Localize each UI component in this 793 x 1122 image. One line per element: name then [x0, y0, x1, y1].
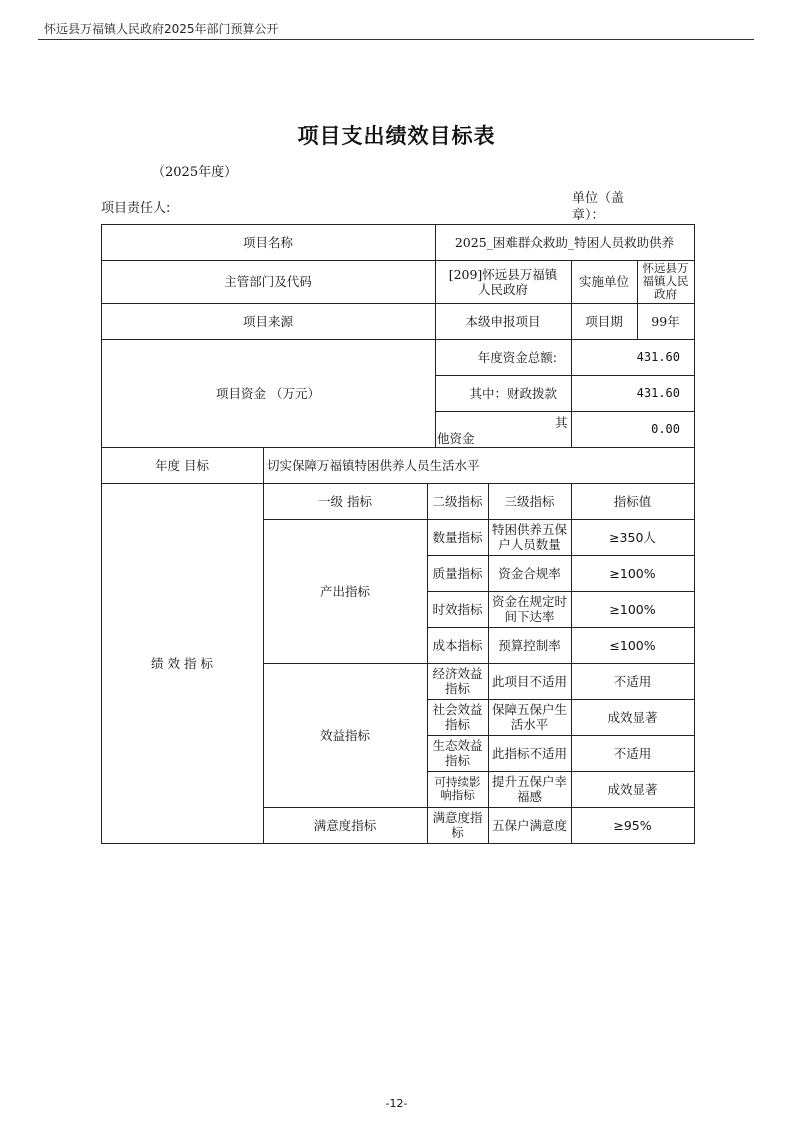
- perf-label: 绩 效 指 标: [151, 655, 213, 671]
- value-cell: 不适用: [613, 673, 652, 689]
- dept-label: 主管部门及代码: [224, 274, 312, 289]
- level3-cell: 预算控制率: [498, 637, 561, 653]
- goal-label: 年度 目标: [155, 457, 209, 473]
- page-number: -12-: [385, 1097, 408, 1110]
- source-value: 本级申报项目: [465, 313, 541, 329]
- col-level3: 三级指标: [504, 493, 555, 509]
- table-border: [101, 843, 695, 844]
- funds-fiscal-value: 431.60: [636, 385, 680, 400]
- table-border: [694, 224, 695, 844]
- level2-cell: 经济效益指标: [432, 666, 483, 696]
- level3-cell: 保障五保户生活水平: [491, 702, 567, 732]
- impl-value: 怀远县万福镇人民政府: [642, 261, 689, 301]
- level3-cell: 特困供养五保户人员数量: [491, 522, 567, 552]
- document-title: 项目支出绩效目标表: [297, 124, 496, 148]
- funds-other-value: 0.00: [651, 421, 680, 436]
- level2-cell: 可持续影响指标: [434, 775, 481, 802]
- funds-other-label-bottom: 他资金: [437, 431, 475, 446]
- project-name-value: 2025_困难群众救助_特困人员救助供养: [454, 234, 675, 250]
- level3-cell: 资金在规定时间下达率: [491, 594, 567, 624]
- output-label: 产出指标: [319, 583, 370, 599]
- col-level2: 二级指标: [432, 493, 483, 509]
- level2-cell: 社会效益指标: [432, 702, 483, 732]
- value-cell: ≥95%: [613, 817, 652, 833]
- level3-cell: 五保户满意度: [491, 817, 567, 833]
- value-cell: 成效显著: [607, 709, 658, 725]
- project-name-label: 项目名称: [242, 234, 293, 250]
- funds-fiscal-label: 其中：财政拨款: [469, 385, 557, 401]
- source-label: 项目来源: [242, 313, 293, 329]
- level2-cell: 时效指标: [432, 601, 483, 617]
- owner-label: 项目责任人:: [101, 201, 171, 216]
- funds-total-label: 年度资金总额:: [477, 349, 557, 365]
- funds-label: 项目资金 （万元）: [216, 385, 320, 401]
- level2-cell: 满意度指标: [432, 810, 483, 840]
- level2-cell: 质量指标: [432, 565, 483, 581]
- value-cell: 成效显著: [607, 781, 658, 797]
- value-cell: ≥350人: [609, 529, 656, 545]
- level3-cell: 此项目不适用: [491, 673, 567, 689]
- col-value: 指标值: [613, 493, 652, 509]
- funds-total-value: 431.60: [636, 349, 680, 364]
- level3-cell: 此指标不适用: [491, 745, 567, 761]
- period-label: 项目期: [585, 313, 623, 329]
- level2-cell: 成本指标: [432, 637, 483, 653]
- value-cell: ≤100%: [609, 637, 656, 653]
- level2-cell: 生态效益指标: [432, 738, 483, 768]
- col-level1: 一级 指标: [318, 493, 372, 509]
- goal-value: 切实保障万福镇特困供养人员生活水平: [267, 457, 480, 473]
- funds-other-label-top: 其: [555, 415, 568, 430]
- value-cell: ≥100%: [609, 565, 656, 581]
- dept-value: [209]怀远县万福镇人民政府: [448, 266, 558, 297]
- level3-cell: 提升五保户幸福感: [491, 774, 567, 804]
- period-value: 99年: [651, 313, 680, 329]
- year-label: （2025年度）: [152, 165, 238, 180]
- value-cell: 不适用: [613, 745, 652, 761]
- impl-label: 实施单位: [578, 274, 629, 289]
- unit-label: 单位（盖章）：: [572, 191, 625, 223]
- benefit-label: 效益指标: [319, 727, 370, 743]
- level3-cell: 资金合规率: [498, 565, 561, 581]
- level2-cell: 数量指标: [432, 529, 483, 545]
- value-cell: ≥100%: [609, 601, 656, 617]
- header-text: 怀远县万福镇人民政府2025年部门预算公开: [44, 22, 279, 36]
- satisfaction-label: 满意度指标: [313, 817, 377, 833]
